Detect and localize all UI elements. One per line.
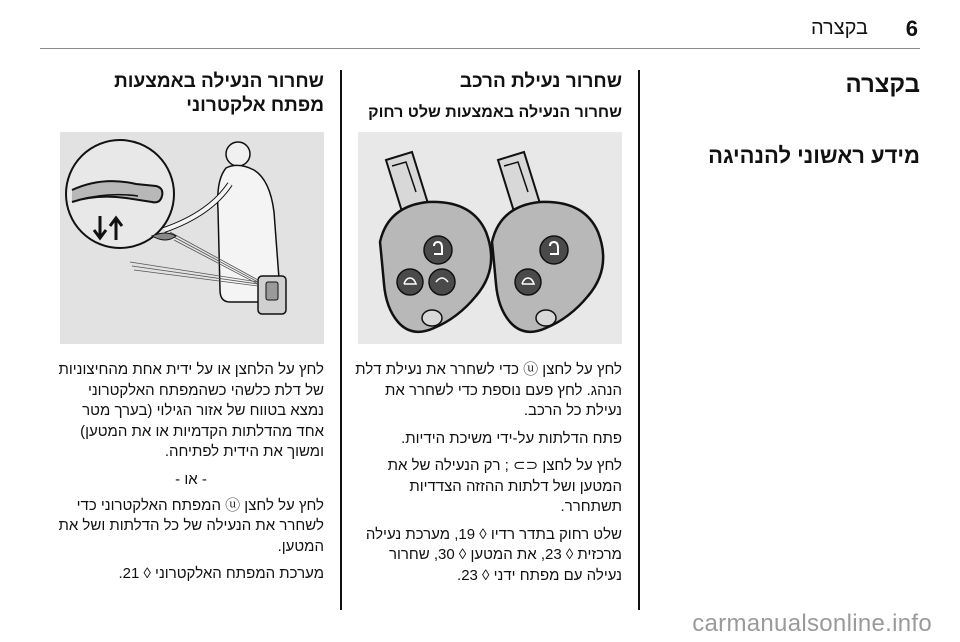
unlock-paragraph-2: פתח הדלתות על-ידי משיכת הידיות. xyxy=(401,429,622,447)
electronic-key-title: שחרור הנעילה באמצעות מפתח אלקטרוני xyxy=(114,71,324,116)
electronic-key-paragraph-1: לחץ על הלחצן או על ידית אחת מהחיצוניות של דלת כלשהי כשהמפתח האלקטרוני נמצא בטווח של אזור הגילוי (בערך מטר אחד מהדלתות הקדמיות או את המטען) ומשוך את הידית לפתיחה. xyxy=(58,361,324,460)
chapter-subtitle: מידע ראשוני להנהיגה xyxy=(708,143,920,168)
column-divider-left xyxy=(340,70,342,610)
or-separator: - או - xyxy=(175,470,207,488)
remote-unlock-subtitle: שחרור הנעילה באמצעות שלט רחוק xyxy=(368,104,622,121)
unlock-paragraph-4: שלט רחוק בתדר רדיו ◊ 19, מערכת נעילה מרכזית ◊ 23, את המטען ◊ 30, שחרור נעילה עם מפתח ידני ◊ 23. xyxy=(365,525,622,584)
electronic-key-paragraph-3: מערכת המפתח האלקטרוני ◊ 21. xyxy=(118,565,324,582)
door-handle-inset xyxy=(66,140,174,248)
watermark: carmanualsonline.info xyxy=(692,610,932,637)
page-number: 6 xyxy=(905,16,918,41)
unlock-paragraph-1: לחץ על לחצן ⓤ כדי לשחרר את נעילת דלת הנהג. לחץ פעם נוספת כדי לשחרר את נעילת כל הרכב. xyxy=(355,361,622,419)
remote-keys-figure xyxy=(358,132,622,344)
electronic-key-paragraph-2: לחץ על לחצן ⓤ המפתח האלקטרוני כדי לשחרר את הנעילה של כל הדלתות ושל את המטען. xyxy=(58,496,324,555)
page-header xyxy=(0,14,960,48)
header-rule xyxy=(40,48,920,49)
remote-keys-illustration xyxy=(358,132,622,344)
left-column xyxy=(58,70,324,592)
chapter-title: בקצרה xyxy=(845,71,920,98)
unlocking-title: שחרור נעילת הרכב xyxy=(459,71,622,92)
electronic-key-illustration xyxy=(60,132,324,344)
header-section-title: בקצרה xyxy=(810,17,868,39)
unlock-paragraph-3: לחץ על לחצן ⊂⊃ ; רק הנעילה של את המטען ושל דלתות ההזזה הצדדיות תשתחרר. xyxy=(387,457,622,515)
electronic-key-figure xyxy=(60,132,324,344)
column-divider-right xyxy=(638,70,640,610)
middle-column xyxy=(354,70,622,593)
right-column xyxy=(652,70,920,170)
